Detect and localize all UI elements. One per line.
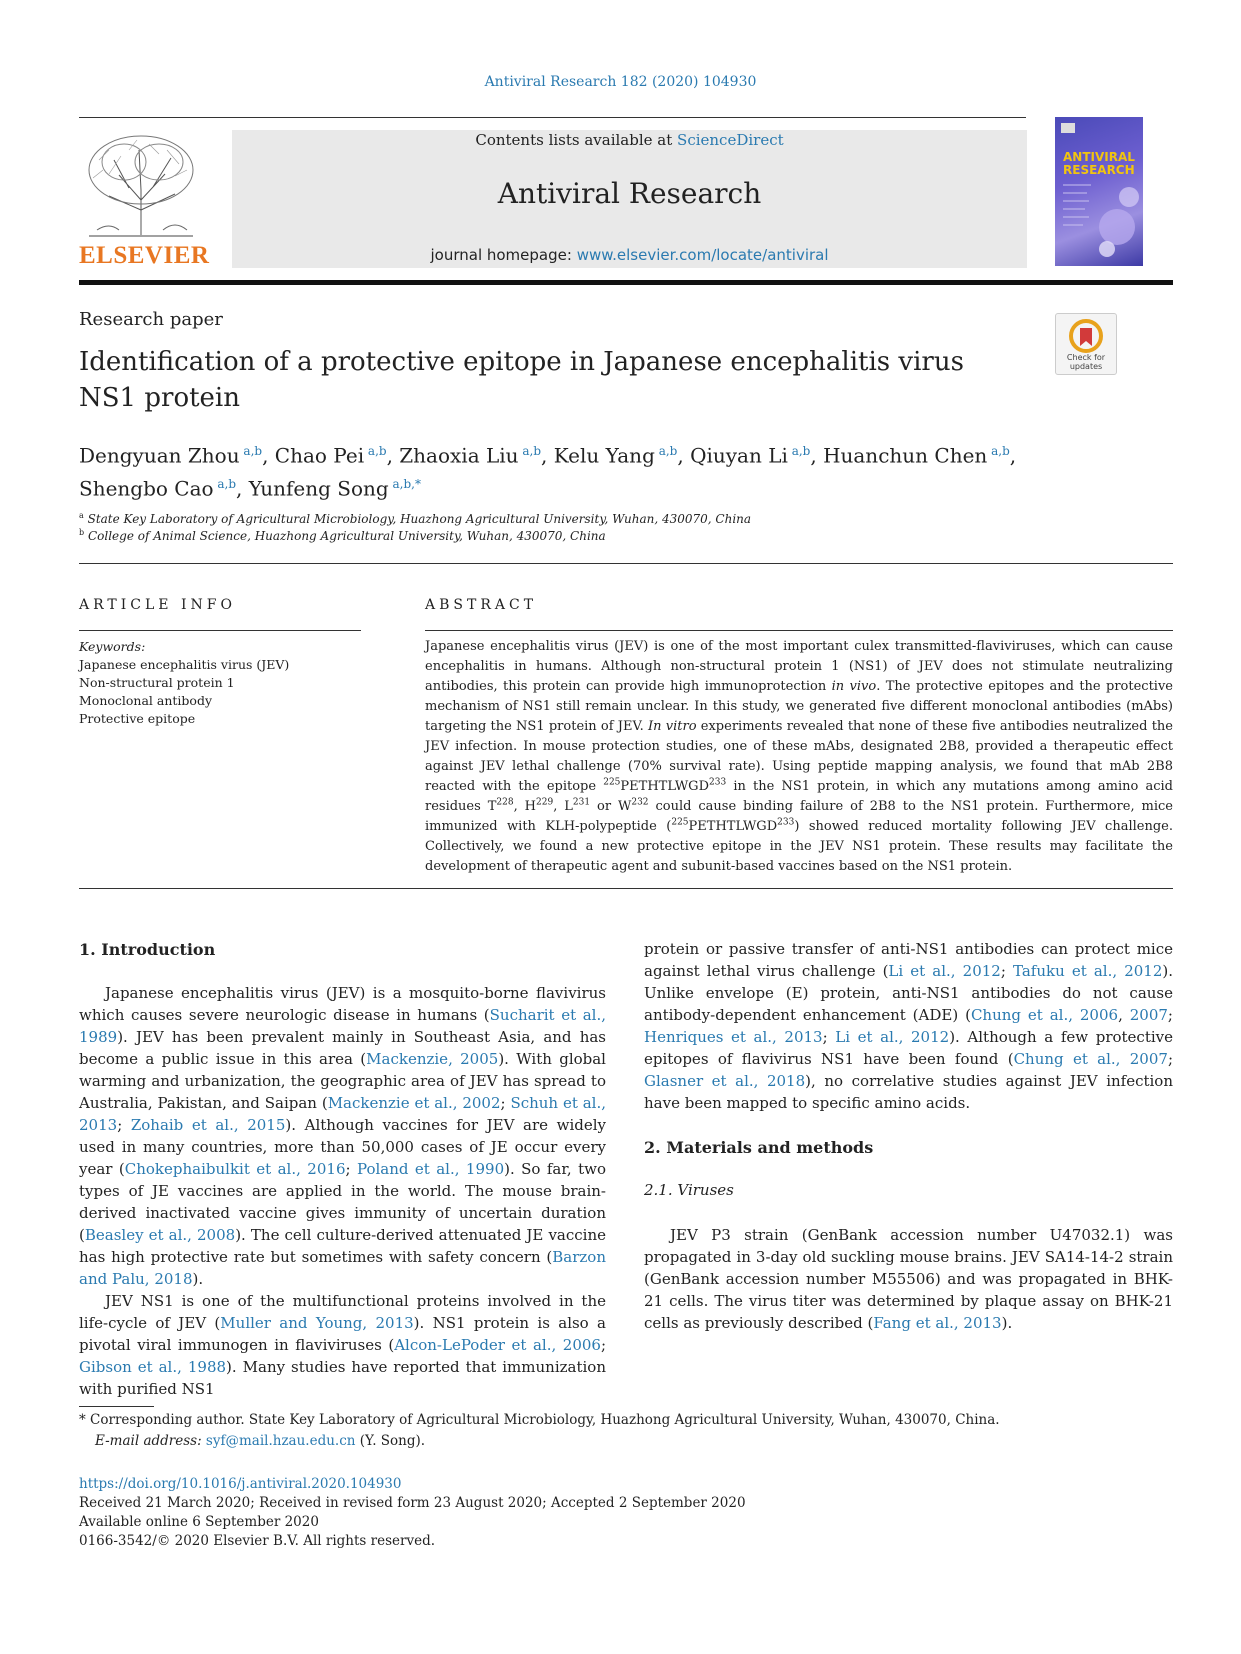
methods-paragraph-1: JEV P3 strain (GenBank accession number U47032.1) was propagated in 3-day old suckling mouse brains. JEV SA14-14-2 strain (GenBank accession number M55506) and was propagated in BHK-21 cells. The virus titer was determined by plaque assay on BHK-21 cells as previously described (Fang et al., 2013). [644, 1226, 1173, 1332]
affiliation-text: State Key Laboratory of Agricultural Microbiology, Huazhong Agricultural University, Wuhan, 430070, China [87, 512, 752, 526]
section-heading-introduction: 1. Introduction [79, 940, 216, 959]
footnote-email-line [79, 1431, 1173, 1452]
intro-paragraph-2: JEV NS1 is one of the multifunctional proteins involved in the life-cycle of JEV (Muller and Young, 2013). NS1 protein is also a pivotal viral immunogen in flaviviruses (Alcon-LePoder et al., 2006; Gibson et al., 1988). Many studies have reported that immunization with purified NS1 [79, 1292, 607, 1398]
citation-link[interactable]: Schuh et al., 2013 [79, 1094, 606, 1134]
footnote-text: * Corresponding author. State Key Laboratory of Agricultural Microbiology, Huazhong Agricultural University, Wuhan, 430070, China. [79, 1412, 1000, 1428]
journal-masthead [232, 130, 1027, 268]
author-affiliation-mark[interactable]: a,b [654, 444, 678, 458]
email-suffix: (Y. Song). [355, 1433, 426, 1449]
citation-link[interactable]: Poland et al., 1990 [356, 1160, 505, 1178]
section-heading-methods: 2. Materials and methods [644, 1138, 874, 1157]
check-for-updates-button[interactable] [1055, 313, 1117, 375]
homepage-link[interactable]: www.elsevier.com/locate/antiviral [576, 246, 829, 264]
citation-link[interactable]: Chung et al., 2006 [970, 1006, 1119, 1024]
author-affiliation-mark[interactable]: a,b [364, 444, 387, 458]
cover-title-line1: ANTIVIRAL [1063, 150, 1135, 164]
affiliation-text: College of Animal Science, Huazhong Agricultural University, Wuhan, 430070, China [87, 529, 606, 543]
intro-paragraph-3: protein or passive transfer of anti-NS1 antibodies can protect mice against lethal virus challenge (Li et al., 2012; Tafuku et al., 2012). Unlike envelope (E) protein, anti-NS1 antibodies do not cause antibody-dependent enhancement (ADE) (Chung et al., 2006, 2007; Henriques et al., 2013; Li et al., 2012). Although a few protective epitopes of flavivirus NS1 have been found (Chung et al., 2007; Glasner et al., 2018), no correlative studies against JEV infection have been mapped to specific amino acids. [644, 940, 1174, 1112]
abstract-rule [425, 630, 1173, 631]
check-updates-label [1056, 353, 1116, 371]
author-name: Yunfeng Song [248, 476, 389, 501]
keyword: Non-structural protein 1 [79, 675, 235, 690]
author-name: Qiuyan Li [690, 443, 788, 468]
title-line1: Identification of a protective epitope in Japanese encephalitis virus [79, 347, 964, 377]
citation-link[interactable]: 2007 [1129, 1006, 1168, 1024]
citation-link[interactable]: Li et al., 2012 [888, 962, 1001, 980]
author-list: Dengyuan Zhou $^{a,b}$, Chao Pei $^{a,b}$, Zhaoxia Liu $^{a,b}$, Kelu Yang $^{a,b}$, Qiuyan Li $^{a,b}$, Huanchun Chen $^{a,b}$, Shengbo Cao $^{a,b}$, Yunfeng Song $^{a,b,*}$ [79, 443, 1017, 501]
journal-cover[interactable] [1055, 117, 1143, 266]
title-line2: NS1 protein [79, 383, 240, 413]
citation-link[interactable]: Li et al., 2012 [835, 1028, 950, 1046]
paper-type: Research paper [79, 309, 223, 330]
author-affiliation-mark[interactable]: a,b [987, 444, 1010, 458]
citation-link[interactable]: Henriques et al., 2013 [644, 1028, 823, 1046]
check-updates-line2: updates [1069, 362, 1103, 371]
author-name: Zhaoxia Liu [399, 443, 519, 468]
keywords-block [79, 638, 289, 728]
abstract-heading: ABSTRACT [425, 597, 538, 613]
author-affiliation-mark[interactable]: a,b [239, 444, 263, 458]
citation-link[interactable]: Zohaib et al., 2015 [130, 1116, 286, 1134]
subsection-heading-viruses: 2.1. Viruses [644, 1181, 734, 1199]
abstract-end-rule [79, 888, 1173, 889]
citation-link[interactable]: Barzon and Palu, 2018 [79, 1248, 606, 1288]
author-affiliation-mark[interactable]: a,b [213, 476, 237, 491]
citation-link[interactable]: Mackenzie, 2005 [366, 1050, 499, 1068]
author-name: Kelu Yang [553, 443, 655, 468]
sciencedirect-link[interactable]: ScienceDirect [677, 131, 784, 149]
citation-link[interactable]: Gibson et al., 1988 [79, 1358, 227, 1376]
corresponding-author-footnote [79, 1410, 1173, 1452]
author-affiliation-mark[interactable]: a,b [787, 444, 811, 458]
author-name: Shengbo Cao [79, 476, 214, 501]
citation-link[interactable]: Glasner et al., 2018 [644, 1072, 806, 1090]
check-updates-line1: Check for [1066, 353, 1106, 362]
copyright-line: 0166-3542/© 2020 Elsevier B.V. All rights reserved. [79, 1533, 436, 1549]
contents-prefix: Contents lists available at [475, 131, 678, 149]
affiliation-b [79, 528, 606, 543]
citation-link[interactable]: Fang et al., 2013 [873, 1314, 1002, 1332]
citation-link[interactable]: Alcon-LePoder et al., 2006 [394, 1336, 601, 1354]
front-matter-rule [79, 563, 1173, 564]
citation-link[interactable]: Sucharit et al., 1989 [79, 1006, 606, 1046]
keyword: Monoclonal antibody [79, 693, 213, 708]
keyword: Protective epitope [79, 711, 196, 726]
available-online: Available online 6 September 2020 [79, 1514, 319, 1530]
keywords-label: Keywords: [79, 639, 146, 654]
citation-link[interactable]: Beasley et al., 2008 [84, 1226, 236, 1244]
intro-left-column [79, 982, 606, 1400]
author-affiliation-mark[interactable]: a,b [518, 444, 542, 458]
check-updates-icon [1056, 316, 1116, 356]
affiliation-a [79, 511, 751, 526]
email-label: E-mail address: [95, 1433, 206, 1449]
doi-link[interactable]: https://doi.org/10.1016/j.antiviral.2020.104930 [79, 1476, 402, 1492]
abstract-text: Japanese encephalitis virus (JEV) is one of the most important culex transmitted-flaviviruses, which can cause encephalitis in humans. Although non-structural protein 1 (NS1) of JEV does not stimulate neutralizing antibodies, this protein can provide high immunoprotection in vivo. The protective epitopes and the protective mechanism of NS1 still remain unclear. In this study, we generated five different monoclonal antibodies (mAbs) targeting the NS1 protein of JEV. In vitro experiments revealed that none of these five antibodies neutralized the JEV infection. In mouse protection studies, one of these mAbs, designated 2B8, provided a therapeutic effect against JEV lethal challenge (70% survival rate). Using peptide mapping analysis, we found that mAb 2B8 reacted with the epitope $^{225}$PETHTLWGD$^{233}$ in the NS1 protein, in which any mutations among amino acid residues $T^{228}$, $H^{229}$, $L^{231}$ or $W^{232}$ could cause binding failure of 2B8 to the NS1 protein. Furthermore, mice immunized with KLH-polypeptide ($^{225}$PETHTLWGD$^{233}$) showed reduced mortality following JEV challenge. Collectively, we found a new protective epitope in the JEV NS1 protein. These results may facilitate the development of therapeutic agent and subunit-based vaccines based on the NS1 protein. [425, 639, 1173, 874]
keyword: Japanese encephalitis virus (JEV) [79, 657, 290, 672]
homepage-prefix: journal homepage: [430, 246, 577, 264]
author-affiliation-mark[interactable]: a,b,* [388, 476, 421, 491]
masthead-rule [79, 280, 1173, 285]
cover-art-icon [1055, 117, 1143, 266]
article-info-rule [79, 630, 361, 631]
cover-title-line2: RESEARCH [1063, 163, 1135, 177]
article-title [79, 344, 979, 416]
email-link[interactable]: syf@mail.hzau.edu.cn [205, 1433, 356, 1449]
elsevier-wordmark: ELSEVIER [79, 242, 210, 269]
tree-icon [79, 130, 203, 240]
affiliation-mark: b [79, 528, 85, 537]
methods-column [644, 1224, 1173, 1334]
journal-homepage [232, 246, 1027, 264]
intro-paragraph-1: Japanese encephalitis virus (JEV) is a mosquito-borne flavivirus which causes severe neurologic disease in humans (Sucharit et al., 1989). JEV has been prevalent mainly in Southeast Asia, and has become a public issue in this area (Mackenzie, 2005). With global warming and urbanization, the geographic area of JEV has spread to Australia, Pakistan, and Saipan (Mackenzie et al., 2002; Schuh et al., 2013; Zohaib et al., 2015). Although vaccines for JEV are widely used in many countries, more than 50,000 cases of JE occur every year (Chokephaibulkit et al., 2016; Poland et al., 1990). So far, two types of JE vaccines are applied in the world. The mouse brain-derived inactivated vaccine gives immunity of uncertain duration (Beasley et al., 2008). The cell culture-derived attenuated JE vaccine has high protective rate but sometimes with safety concern (Barzon and Palu, 2018). [79, 984, 606, 1288]
running-head[interactable]: Antiviral Research 182 (2020) 104930 [484, 74, 757, 90]
author-name: Dengyuan Zhou [79, 443, 240, 468]
author-name: Chao Pei [274, 443, 365, 468]
citation-link[interactable]: Chung et al., 2007 [1013, 1050, 1168, 1068]
received-dates: Received 21 March 2020; Received in revised form 23 August 2020; Accepted 2 September 2020 [79, 1495, 746, 1511]
affiliation-mark: a [79, 511, 84, 520]
elsevier-logo[interactable] [79, 130, 210, 270]
header-rule [79, 117, 1026, 118]
journal-title: Antiviral Research [497, 177, 762, 210]
author-name: Huanchun Chen [823, 443, 988, 468]
article-info-heading: ARTICLE INFO [79, 597, 236, 613]
intro-right-column [644, 938, 1173, 1114]
citation-link[interactable]: Mackenzie et al., 2002 [327, 1094, 501, 1112]
citation-link[interactable]: Tafuku et al., 2012 [1012, 962, 1163, 980]
citation-link[interactable]: Muller and Young, 2013 [220, 1314, 414, 1332]
citation-link[interactable]: Chokephaibulkit et al., 2016 [124, 1160, 346, 1178]
contents-line [232, 130, 1027, 149]
footnote-rule [79, 1406, 154, 1407]
